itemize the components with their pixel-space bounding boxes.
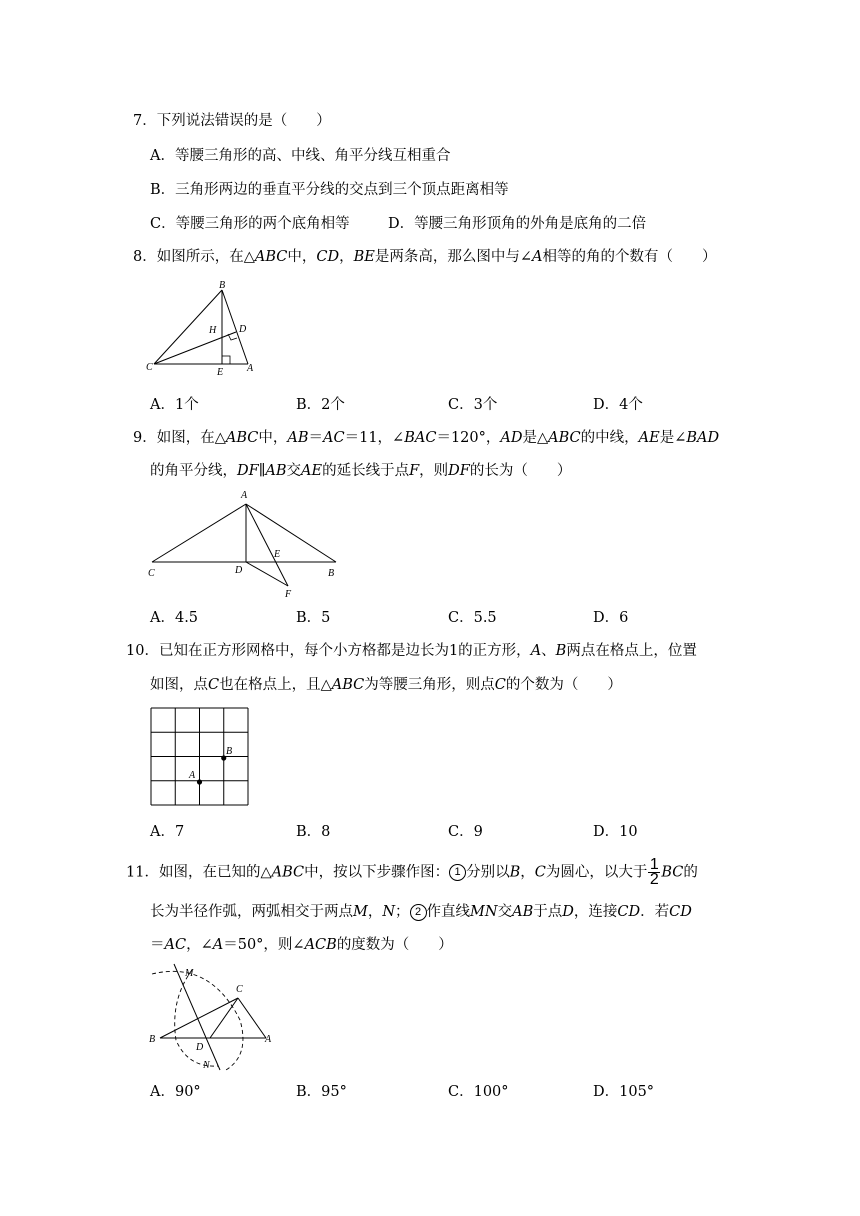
q10-option-c: C．9 bbox=[448, 824, 483, 840]
q11-option-d: D．105° bbox=[593, 1084, 655, 1100]
step-1-circle-icon: 1 bbox=[449, 864, 466, 881]
q8-label-d: D bbox=[239, 324, 247, 335]
q11-figure bbox=[140, 960, 290, 1076]
q8-label-c: C bbox=[146, 362, 153, 373]
q11-label-m: M bbox=[185, 968, 194, 979]
q10-grid-figure bbox=[148, 705, 252, 809]
q9-label-c: C bbox=[148, 568, 155, 579]
q9-option-b: B．5 bbox=[296, 610, 331, 626]
q8-label-e: E bbox=[217, 367, 224, 378]
q8-label-h: H bbox=[209, 325, 217, 336]
q9-label-b: B bbox=[328, 568, 335, 579]
q8-option-d: D．4个 bbox=[593, 397, 643, 413]
q9-label-a: A bbox=[241, 490, 248, 501]
q9-option-d: D．6 bbox=[593, 610, 629, 626]
q10-option-b: B．8 bbox=[296, 824, 331, 840]
q9-stem-line2: 的角平分线，DF∥AB交AE的延长线于点F，则DF的长为（ ） bbox=[150, 463, 572, 479]
q10-label-b: B bbox=[226, 746, 233, 757]
q10-option-a: A．7 bbox=[150, 824, 185, 840]
q10-stem-line1: 10．已知在正方形网格中，每个小方格都是边长为1的正方形，A、B两点在格点上，位置 bbox=[126, 643, 697, 659]
q11-label-c: C bbox=[236, 984, 243, 995]
q11-stem-line1: 11．如图，在已知的△ABC中，按以下步骤作图： 1 分别以B，C为圆心，以大于 $\frac{1}{2}$ BC的 bbox=[126, 856, 698, 888]
q11-label-d: D bbox=[196, 1042, 204, 1053]
q11-stem-line2: 长为半径作弧，两弧相交于两点M，N； 2 作直线MN交AB于点D，连接CD．若CD bbox=[150, 904, 692, 920]
q9-stem-line1: 9．如图，在△ABC中，AB＝AC＝11，∠BAC＝120°，AD是△ABC的中线，AE是∠BAD bbox=[133, 430, 720, 446]
q7-option-d: D．等腰三角形顶角的外角是底角的二倍 bbox=[388, 216, 647, 232]
q11-option-b: B．95° bbox=[296, 1084, 347, 1100]
q10-label-a: A bbox=[189, 770, 196, 781]
q7-option-c: C．等腰三角形的两个底角相等 bbox=[150, 216, 350, 232]
q11-label-b: B bbox=[149, 1034, 156, 1045]
q7-stem: 7．下列说法错误的是（ ） bbox=[133, 113, 331, 129]
q11-option-c: C．100° bbox=[448, 1084, 509, 1100]
q11-stem-line3: ＝AC，∠A＝50°，则∠ACB的度数为（ ） bbox=[150, 937, 453, 953]
q7-option-b: B．三角形两边的垂直平分线的交点到三个顶点距离相等 bbox=[150, 182, 509, 198]
q9-option-a: A．4.5 bbox=[150, 610, 199, 626]
q8-option-c: C．3个 bbox=[448, 397, 498, 413]
q7-option-a: A．等腰三角形的高、中线、角平分线互相重合 bbox=[150, 148, 451, 164]
q8-option-b: B．2个 bbox=[296, 397, 345, 413]
one-half-fraction: $\frac{1}{2}$ bbox=[649, 856, 659, 888]
q8-label-a: A bbox=[247, 363, 254, 374]
q8-option-a: A．1个 bbox=[150, 397, 199, 413]
q10-option-d: D．10 bbox=[593, 824, 638, 840]
q9-label-d: D bbox=[235, 565, 243, 576]
q9-option-c: C．5.5 bbox=[448, 610, 497, 626]
q8-stem: 8．如图所示，在△ABC中，CD，BE是两条高，那么图中与∠A相等的角的个数有（ ） bbox=[133, 249, 717, 265]
q11-option-a: A．90° bbox=[150, 1084, 201, 1100]
q9-figure bbox=[140, 484, 350, 602]
q10-stem-line2: 如图，点C也在格点上，且△ABC为等腰三角形，则点C的个数为（ ） bbox=[150, 677, 622, 693]
step-2-circle-icon: 2 bbox=[410, 904, 427, 921]
q10-point-a bbox=[197, 779, 202, 784]
q9-label-f: F bbox=[285, 589, 292, 600]
q8-label-b: B bbox=[219, 280, 226, 291]
q11-label-a: A bbox=[265, 1034, 272, 1045]
q8-figure bbox=[140, 276, 270, 380]
q9-label-e: E bbox=[274, 549, 281, 560]
q11-label-n: N bbox=[203, 1060, 210, 1071]
